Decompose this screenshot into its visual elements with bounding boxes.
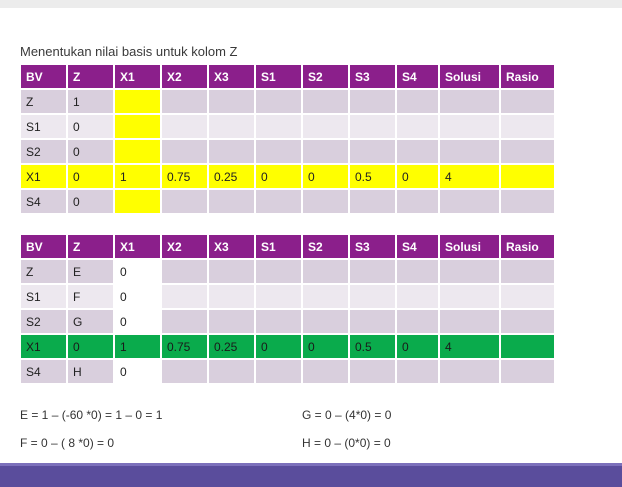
table-cell	[501, 115, 554, 138]
table-cell: S4	[21, 360, 66, 383]
table-cell	[162, 260, 207, 283]
table-cell	[397, 360, 438, 383]
simplex-table-2	[19, 233, 556, 385]
header-x3: X3	[209, 65, 254, 88]
table-row	[21, 90, 554, 113]
header-s3: S3	[350, 235, 395, 258]
table-cell	[397, 285, 438, 308]
table-cell	[162, 285, 207, 308]
table-cell	[440, 115, 499, 138]
header-bv: BV	[21, 235, 66, 258]
table-row	[21, 335, 554, 358]
header-s1: S1	[256, 235, 301, 258]
table-cell	[162, 310, 207, 333]
table-cell	[115, 90, 160, 113]
footer-bar	[0, 463, 622, 487]
table-cell	[350, 285, 395, 308]
equation-h: H = 0 – (0*0) = 0	[302, 436, 391, 450]
table-cell	[501, 285, 554, 308]
table-cell: 0.75	[162, 335, 207, 358]
table-cell	[440, 90, 499, 113]
table-cell	[501, 335, 554, 358]
table-cell	[350, 115, 395, 138]
table-cell	[397, 260, 438, 283]
slide-title: Menentukan nilai basis untuk kolom Z	[20, 44, 238, 59]
table-cell	[440, 360, 499, 383]
table-cell	[350, 260, 395, 283]
table-cell	[303, 190, 348, 213]
header-bv: BV	[21, 65, 66, 88]
header-solusi: Solusi	[440, 65, 499, 88]
table-cell	[209, 90, 254, 113]
table-cell	[501, 90, 554, 113]
table-cell: 0	[397, 165, 438, 188]
table-header-row	[21, 235, 554, 258]
table-cell: 4	[440, 335, 499, 358]
table-cell	[440, 190, 499, 213]
table-cell	[209, 115, 254, 138]
table-cell	[440, 260, 499, 283]
table-cell: X1	[21, 335, 66, 358]
table-cell: 0.5	[350, 165, 395, 188]
table-cell: 0	[68, 140, 113, 163]
table-cell: 0.25	[209, 335, 254, 358]
table-cell	[501, 310, 554, 333]
table-cell	[397, 90, 438, 113]
table-row	[21, 140, 554, 163]
table-cell	[162, 90, 207, 113]
equation-e: E = 1 – (-60 *0) = 1 – 0 = 1	[20, 408, 163, 422]
table-row	[21, 310, 554, 333]
table-cell: Z	[21, 90, 66, 113]
slide	[0, 8, 622, 463]
table-cell	[115, 140, 160, 163]
table-cell	[350, 140, 395, 163]
table-cell: 0	[68, 165, 113, 188]
header-x1: X1	[115, 65, 160, 88]
table-cell	[350, 190, 395, 213]
table-cell	[209, 260, 254, 283]
table-cell: X1	[21, 165, 66, 188]
table-cell	[501, 260, 554, 283]
table-cell: 0	[115, 285, 160, 308]
table-cell	[440, 140, 499, 163]
table-cell	[209, 140, 254, 163]
table-cell	[397, 115, 438, 138]
table-cell	[209, 360, 254, 383]
table-header-row	[21, 65, 554, 88]
table-cell: 1	[68, 90, 113, 113]
table-cell: 4	[440, 165, 499, 188]
header-s4: S4	[397, 235, 438, 258]
table-cell	[256, 285, 301, 308]
table-row	[21, 285, 554, 308]
table-row	[21, 115, 554, 138]
header-x2: X2	[162, 235, 207, 258]
table-cell: 0.25	[209, 165, 254, 188]
header-s2: S2	[303, 65, 348, 88]
table-cell	[115, 190, 160, 213]
table-cell: S4	[21, 190, 66, 213]
table-cell: 1	[115, 335, 160, 358]
table-cell	[501, 360, 554, 383]
table-cell: S2	[21, 310, 66, 333]
table-cell: E	[68, 260, 113, 283]
table-row	[21, 360, 554, 383]
table-cell: 0	[256, 335, 301, 358]
simplex-table-1	[19, 63, 556, 215]
table-cell	[397, 140, 438, 163]
table-cell: 0	[68, 335, 113, 358]
table-cell: S2	[21, 140, 66, 163]
table-row	[21, 260, 554, 283]
table-cell: 0	[303, 335, 348, 358]
table-cell: 0	[303, 165, 348, 188]
header-s3: S3	[350, 65, 395, 88]
table-cell	[303, 115, 348, 138]
table-cell	[256, 360, 301, 383]
header-x3: X3	[209, 235, 254, 258]
table-cell	[501, 140, 554, 163]
table-cell: 0	[115, 360, 160, 383]
header-z: Z	[68, 235, 113, 258]
table-cell	[256, 140, 301, 163]
header-s4: S4	[397, 65, 438, 88]
header-solusi: Solusi	[440, 235, 499, 258]
table-cell	[303, 360, 348, 383]
table-cell	[303, 310, 348, 333]
table-cell	[256, 260, 301, 283]
table-cell: H	[68, 360, 113, 383]
table-cell	[303, 260, 348, 283]
header-x1: X1	[115, 235, 160, 258]
table-cell	[162, 140, 207, 163]
table-cell	[162, 360, 207, 383]
table-cell	[162, 115, 207, 138]
table-cell	[209, 310, 254, 333]
table-cell: 0	[397, 335, 438, 358]
table-cell	[303, 285, 348, 308]
table-cell: 0.75	[162, 165, 207, 188]
header-x2: X2	[162, 65, 207, 88]
table-cell	[209, 190, 254, 213]
table-cell	[303, 90, 348, 113]
table-cell	[397, 190, 438, 213]
table-cell	[256, 310, 301, 333]
header-s2: S2	[303, 235, 348, 258]
table-cell	[256, 90, 301, 113]
table-cell: S1	[21, 115, 66, 138]
table-cell	[397, 310, 438, 333]
header-s1: S1	[256, 65, 301, 88]
header-z: Z	[68, 65, 113, 88]
table-cell	[501, 190, 554, 213]
table-cell: 0.5	[350, 335, 395, 358]
table-row	[21, 165, 554, 188]
equation-g: G = 0 – (4*0) = 0	[302, 408, 392, 422]
table-cell	[115, 115, 160, 138]
table-cell: 0	[115, 310, 160, 333]
table-cell	[440, 310, 499, 333]
table-cell: Z	[21, 260, 66, 283]
table-cell: 0	[256, 165, 301, 188]
table-cell	[256, 190, 301, 213]
table-cell	[440, 285, 499, 308]
table-cell	[350, 90, 395, 113]
table-cell: G	[68, 310, 113, 333]
table-cell: 0	[115, 260, 160, 283]
equation-f: F = 0 – ( 8 *0) = 0	[20, 436, 115, 450]
table-cell	[350, 360, 395, 383]
header-rasio: Rasio	[501, 65, 554, 88]
table-cell: 1	[115, 165, 160, 188]
table-cell	[209, 285, 254, 308]
table-cell	[303, 140, 348, 163]
table-cell: S1	[21, 285, 66, 308]
table-cell: F	[68, 285, 113, 308]
header-rasio: Rasio	[501, 235, 554, 258]
table-row	[21, 190, 554, 213]
table-cell	[350, 310, 395, 333]
table-cell	[162, 190, 207, 213]
table-cell: 0	[68, 190, 113, 213]
table-cell	[256, 115, 301, 138]
table-cell	[501, 165, 554, 188]
table-cell: 0	[68, 115, 113, 138]
